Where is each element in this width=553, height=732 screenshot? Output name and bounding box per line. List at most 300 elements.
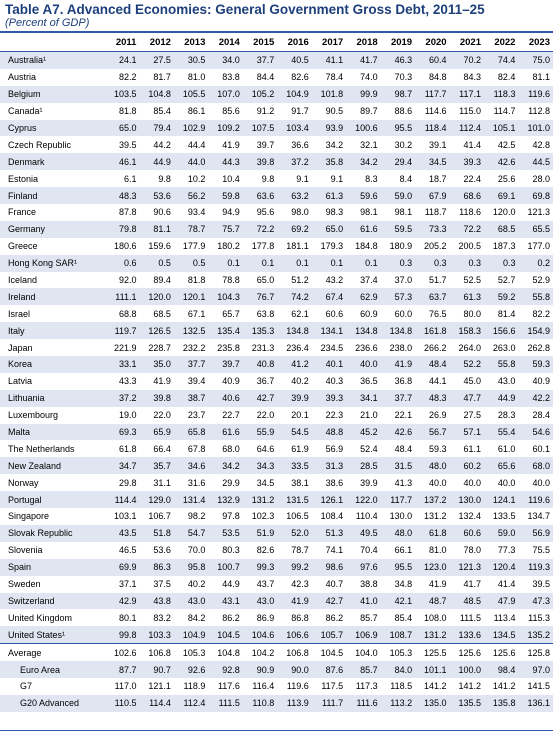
row-label: United Kingdom (0, 609, 105, 626)
table-cell: 106.9 (346, 626, 380, 643)
table-row (0, 103, 553, 120)
table-cell: 39.5 (105, 136, 139, 153)
row-label: Czech Republic (0, 136, 105, 153)
table-cell: 52.7 (484, 272, 518, 289)
table-cell: 266.2 (415, 339, 449, 356)
table-cell: 134.5 (484, 626, 518, 643)
table-cell: 37.5 (139, 576, 173, 593)
table-cell: 113.9 (277, 695, 311, 712)
table-cell: 231.3 (243, 339, 277, 356)
table-cell: 68.5 (139, 305, 173, 322)
table-cell: 69.1 (484, 187, 518, 204)
table-cell: 136.1 (518, 695, 553, 712)
table-cell: 81.8 (174, 272, 208, 289)
table-cell: 34.8 (381, 576, 415, 593)
table-cell: 99.2 (277, 559, 311, 576)
table-cell: 41.9 (277, 593, 311, 610)
table-cell: 48.8 (312, 424, 346, 441)
table-row (0, 695, 553, 712)
table-cell: 41.1 (312, 52, 346, 69)
table-cell: 103.1 (105, 508, 139, 525)
row-label: Ireland (0, 288, 105, 305)
table-cell: 41.7 (450, 576, 484, 593)
table-cell: 6.1 (105, 170, 139, 187)
table-cell: 103.4 (277, 120, 311, 137)
table-cell: 84.8 (415, 69, 449, 86)
table-cell: 34.7 (105, 457, 139, 474)
table-cell: 187.3 (484, 238, 518, 255)
table-cell: 79.4 (139, 120, 173, 137)
table-cell: 95.8 (174, 559, 208, 576)
table-cell: 65.0 (312, 221, 346, 238)
table-cell: 0.1 (346, 255, 380, 272)
table-cell: 110.4 (346, 508, 380, 525)
header-year: 2016 (277, 34, 311, 52)
table-cell: 104.6 (243, 626, 277, 643)
table-cell: 95.6 (243, 204, 277, 221)
row-label: Latvia (0, 373, 105, 390)
table-cell: 22.7 (208, 407, 242, 424)
table-cell: 90.6 (139, 204, 173, 221)
table-cell: 111.6 (346, 695, 380, 712)
table-cell: 179.3 (312, 238, 346, 255)
table-cell: 37.1 (105, 576, 139, 593)
table-cell: 63.8 (243, 305, 277, 322)
table-cell: 118.5 (381, 678, 415, 695)
table-cell: 117.6 (208, 678, 242, 695)
table-cell: 131.2 (243, 491, 277, 508)
table-cell: 51.8 (139, 525, 173, 542)
table-cell: 43.2 (312, 272, 346, 289)
table-cell: 34.5 (243, 474, 277, 491)
table-cell: 43.0 (174, 593, 208, 610)
table-cell: 39.5 (518, 576, 553, 593)
table-cell: 78.7 (174, 221, 208, 238)
table-cell: 115.0 (450, 103, 484, 120)
table-cell: 30.5 (174, 52, 208, 69)
table-cell: 113.4 (484, 609, 518, 626)
table-cell: 37.7 (243, 52, 277, 69)
table-cell: 61.3 (450, 288, 484, 305)
row-label: G7 (0, 678, 105, 695)
table-cell: 35.0 (139, 356, 173, 373)
table-subtitle: (Percent of GDP) (5, 17, 90, 29)
table-cell: 161.8 (415, 322, 449, 339)
table-cell: 104.2 (243, 644, 277, 661)
table-cell: 118.7 (415, 204, 449, 221)
table-cell: 90.5 (312, 103, 346, 120)
table-cell: 59.3 (415, 440, 449, 457)
table-cell: 135.8 (484, 695, 518, 712)
table-cell: 66.1 (381, 542, 415, 559)
table-cell: 104.9 (277, 86, 311, 103)
table-cell: 10.2 (174, 170, 208, 187)
table-cell: 177.9 (174, 238, 208, 255)
table-row (0, 407, 553, 424)
table-cell: 70.2 (450, 52, 484, 69)
table-cell: 60.1 (518, 440, 553, 457)
table-cell: 85.4 (381, 609, 415, 626)
table-cell: 68.6 (450, 187, 484, 204)
table-cell: 42.6 (381, 424, 415, 441)
table-cell: 67.4 (312, 288, 346, 305)
table-cell: 110.8 (243, 695, 277, 712)
row-label: Italy (0, 322, 105, 339)
table-cell: 42.6 (484, 153, 518, 170)
table-cell: 27.5 (139, 52, 173, 69)
table-cell: 43.0 (484, 373, 518, 390)
table-cell: 133.5 (484, 508, 518, 525)
table-cell: 28.4 (518, 407, 553, 424)
table-cell: 44.9 (208, 576, 242, 593)
table-cell: 131.4 (174, 491, 208, 508)
table-cell: 40.0 (518, 474, 553, 491)
table-cell: 53.5 (208, 525, 242, 542)
table-cell: 86.3 (139, 559, 173, 576)
table-cell: 67.9 (415, 187, 449, 204)
table-cell: 104.5 (208, 626, 242, 643)
table-cell: 22.0 (139, 407, 173, 424)
table-cell: 154.9 (518, 322, 553, 339)
table-row (0, 221, 553, 238)
table-cell: 262.8 (518, 339, 553, 356)
row-label: Lithuania (0, 390, 105, 407)
table-cell: 41.4 (484, 576, 518, 593)
header-year: 2017 (312, 34, 346, 52)
table-cell: 33.5 (277, 457, 311, 474)
table-cell: 32.1 (346, 136, 380, 153)
table-cell: 74.0 (346, 69, 380, 86)
table-cell: 118.4 (415, 120, 449, 137)
table-cell: 90.9 (243, 661, 277, 678)
table-cell: 112.4 (174, 695, 208, 712)
table-cell: 51.2 (277, 272, 311, 289)
table-cell: 43.1 (208, 593, 242, 610)
table-cell: 159.6 (139, 238, 173, 255)
table-row (0, 339, 553, 356)
table-cell: 135.5 (450, 695, 484, 712)
table-cell: 69.9 (105, 559, 139, 576)
table-cell: 59.8 (208, 187, 242, 204)
table-cell: 101.0 (518, 120, 553, 137)
table-cell: 0.1 (312, 255, 346, 272)
table-cell: 263.0 (484, 339, 518, 356)
table-body (0, 52, 553, 712)
header-year: 2023 (518, 34, 553, 52)
table-cell: 52.5 (450, 272, 484, 289)
table-row (0, 559, 553, 576)
row-label: Portugal (0, 491, 105, 508)
table-cell: 69.3 (105, 424, 139, 441)
table-cell: 102.3 (243, 508, 277, 525)
row-label: Israel (0, 305, 105, 322)
table-cell: 70.3 (381, 69, 415, 86)
table-cell: 63.2 (277, 187, 311, 204)
table-cell: 114.4 (105, 491, 139, 508)
table-cell: 89.7 (346, 103, 380, 120)
table-cell: 37.2 (105, 390, 139, 407)
table-cell: 101.8 (312, 86, 346, 103)
table-cell: 68.8 (105, 305, 139, 322)
header-year: 2013 (174, 34, 208, 52)
table-cell: 63.6 (243, 187, 277, 204)
table-cell: 54.5 (277, 424, 311, 441)
table-row (0, 322, 553, 339)
table-cell: 235.8 (208, 339, 242, 356)
table-cell: 92.6 (174, 661, 208, 678)
table-cell: 132.9 (208, 491, 242, 508)
table-cell: 0.6 (105, 255, 139, 272)
table-cell: 126.1 (312, 491, 346, 508)
table-row (0, 508, 553, 525)
table-cell: 111.5 (208, 695, 242, 712)
table-row (0, 440, 553, 457)
table-cell: 112.4 (450, 120, 484, 137)
table-cell: 42.3 (277, 576, 311, 593)
table-cell: 39.9 (277, 390, 311, 407)
table-cell: 122.0 (346, 491, 380, 508)
table-cell: 40.7 (312, 576, 346, 593)
table-cell: 0.5 (174, 255, 208, 272)
table-cell: 82.4 (484, 69, 518, 86)
table-cell: 22.4 (450, 170, 484, 187)
row-label: New Zealand (0, 457, 105, 474)
table-cell: 117.5 (312, 678, 346, 695)
table-cell: 53.6 (139, 187, 173, 204)
table-cell: 72.2 (450, 221, 484, 238)
table-cell: 38.6 (312, 474, 346, 491)
table-cell: 37.2 (277, 153, 311, 170)
table-cell: 45.0 (450, 373, 484, 390)
table-cell: 41.9 (208, 136, 242, 153)
bottom-rule (0, 730, 553, 731)
table-cell: 66.4 (139, 440, 173, 457)
table-cell: 126.5 (139, 322, 173, 339)
table-cell: 177.0 (518, 238, 553, 255)
table-cell: 40.0 (450, 474, 484, 491)
table-cell: 98.1 (346, 204, 380, 221)
table-cell: 26.9 (415, 407, 449, 424)
table-cell: 21.0 (346, 407, 380, 424)
table-cell: 118.3 (484, 86, 518, 103)
header-year: 2022 (484, 34, 518, 52)
table-cell: 9.1 (277, 170, 311, 187)
table-cell: 48.3 (105, 187, 139, 204)
table-cell: 119.3 (518, 559, 553, 576)
row-label: G20 Advanced (0, 695, 105, 712)
table-cell: 70.0 (174, 542, 208, 559)
table-cell: 134.7 (518, 508, 553, 525)
table-row (0, 424, 553, 441)
table-cell: 124.1 (484, 491, 518, 508)
table-cell: 40.0 (346, 356, 380, 373)
table-row (0, 136, 553, 153)
table-cell: 69.2 (277, 221, 311, 238)
table-cell: 22.0 (243, 407, 277, 424)
table-cell: 34.5 (415, 153, 449, 170)
table-cell: 91.7 (277, 103, 311, 120)
row-label: Iceland (0, 272, 105, 289)
table-cell: 48.4 (381, 440, 415, 457)
table-cell: 98.2 (174, 508, 208, 525)
table-cell: 43.0 (243, 593, 277, 610)
table-cell: 61.8 (415, 525, 449, 542)
table-cell: 45.2 (346, 424, 380, 441)
table-cell: 41.9 (381, 356, 415, 373)
table-cell: 0.3 (484, 255, 518, 272)
table-cell: 111.7 (312, 695, 346, 712)
header-year: 2018 (346, 34, 380, 52)
table-cell: 97.8 (208, 508, 242, 525)
table-cell: 8.4 (381, 170, 415, 187)
header-country (0, 34, 105, 52)
table-cell: 28.0 (518, 170, 553, 187)
row-label: Spain (0, 559, 105, 576)
table-cell: 31.6 (174, 474, 208, 491)
row-label: Belgium (0, 86, 105, 103)
table-row (0, 474, 553, 491)
table-cell: 78.0 (450, 542, 484, 559)
table-cell: 41.7 (346, 52, 380, 69)
table-row (0, 644, 553, 661)
table-cell: 132.5 (174, 322, 208, 339)
table-cell: 104.5 (312, 644, 346, 661)
table-cell: 117.0 (105, 678, 139, 695)
table-cell: 52.4 (346, 440, 380, 457)
table-cell: 68.0 (518, 457, 553, 474)
header-year: 2011 (105, 34, 139, 52)
table-cell: 87.7 (105, 661, 139, 678)
table-cell: 51.3 (312, 525, 346, 542)
table-cell: 120.1 (174, 288, 208, 305)
table-cell: 98.1 (381, 204, 415, 221)
table-cell: 100.6 (346, 120, 380, 137)
table-cell: 114.7 (484, 103, 518, 120)
table-cell: 43.5 (105, 525, 139, 542)
table-cell: 120.4 (484, 559, 518, 576)
table-cell: 39.3 (450, 153, 484, 170)
table-cell: 120.0 (484, 204, 518, 221)
table-row (0, 204, 553, 221)
table-cell: 61.3 (312, 187, 346, 204)
table-cell: 76.7 (243, 288, 277, 305)
table-cell: 25.6 (484, 170, 518, 187)
table-cell: 83.2 (139, 609, 173, 626)
table-cell: 34.2 (312, 136, 346, 153)
table-cell: 121.3 (450, 559, 484, 576)
table-cell: 93.9 (312, 120, 346, 137)
table-cell: 39.9 (346, 474, 380, 491)
table-cell: 86.1 (174, 103, 208, 120)
table-cell: 42.2 (518, 390, 553, 407)
table-cell: 46.5 (105, 542, 139, 559)
row-label: Australia¹ (0, 52, 105, 69)
table-cell: 75.5 (518, 542, 553, 559)
table-cell: 62.1 (277, 305, 311, 322)
table-cell: 55.8 (518, 288, 553, 305)
table-cell: 104.3 (208, 288, 242, 305)
table-cell: 22.1 (381, 407, 415, 424)
table-cell: 40.0 (484, 474, 518, 491)
table-cell: 40.6 (208, 390, 242, 407)
table-row (0, 52, 553, 69)
table-cell: 92.0 (105, 272, 139, 289)
header-year: 2020 (415, 34, 449, 52)
table-cell: 42.8 (518, 136, 553, 153)
table-cell: 34.1 (346, 390, 380, 407)
table-row (0, 678, 553, 695)
table-cell: 65.5 (518, 221, 553, 238)
table-cell: 28.3 (484, 407, 518, 424)
table-cell: 88.6 (381, 103, 415, 120)
table-cell: 48.0 (381, 525, 415, 542)
table-cell: 134.8 (346, 322, 380, 339)
table-cell: 57.1 (450, 424, 484, 441)
table-cell: 180.2 (208, 238, 242, 255)
table-cell: 74.4 (484, 52, 518, 69)
table-row (0, 491, 553, 508)
row-label: Canada¹ (0, 103, 105, 120)
table-cell: 44.5 (518, 153, 553, 170)
table-cell: 131.5 (277, 491, 311, 508)
table-cell: 33.1 (105, 356, 139, 373)
table-cell: 111.1 (105, 288, 139, 305)
table-cell: 78.7 (277, 542, 311, 559)
table-cell: 80.3 (208, 542, 242, 559)
table-cell: 44.2 (139, 136, 173, 153)
table-cell: 54.6 (518, 424, 553, 441)
header-year: 2012 (139, 34, 173, 52)
table-cell: 106.8 (139, 644, 173, 661)
table-cell: 87.8 (105, 204, 139, 221)
table-cell: 102.6 (105, 644, 139, 661)
table-cell: 98.6 (312, 559, 346, 576)
table-cell: 38.8 (346, 576, 380, 593)
table-row (0, 593, 553, 610)
table-cell: 36.8 (381, 373, 415, 390)
table-cell: 98.7 (381, 86, 415, 103)
table-cell: 23.7 (174, 407, 208, 424)
table-cell: 68.0 (208, 440, 242, 457)
table-cell: 181.1 (277, 238, 311, 255)
table-cell: 65.9 (139, 424, 173, 441)
table-cell: 34.2 (208, 457, 242, 474)
table-cell: 59.3 (518, 356, 553, 373)
table-cell: 118.9 (174, 678, 208, 695)
table-cell: 180.6 (105, 238, 139, 255)
table-cell: 36.6 (277, 136, 311, 153)
table-cell: 80.1 (105, 609, 139, 626)
table-cell: 39.4 (174, 373, 208, 390)
table-cell: 95.5 (381, 120, 415, 137)
table-cell: 52.0 (277, 525, 311, 542)
table-cell: 177.8 (243, 238, 277, 255)
table-cell: 39.3 (312, 390, 346, 407)
table-cell: 111.5 (450, 609, 484, 626)
table-cell: 42.5 (484, 136, 518, 153)
table-cell: 41.9 (415, 576, 449, 593)
table-cell: 0.2 (518, 255, 553, 272)
table-cell: 84.4 (243, 69, 277, 86)
table-cell: 0.3 (450, 255, 484, 272)
table-cell: 34.0 (208, 52, 242, 69)
table-cell: 60.0 (381, 305, 415, 322)
table-cell: 65.8 (174, 424, 208, 441)
table-cell: 48.7 (415, 593, 449, 610)
table-cell: 100.0 (450, 661, 484, 678)
table-cell: 24.1 (105, 52, 139, 69)
table-cell: 105.2 (243, 86, 277, 103)
